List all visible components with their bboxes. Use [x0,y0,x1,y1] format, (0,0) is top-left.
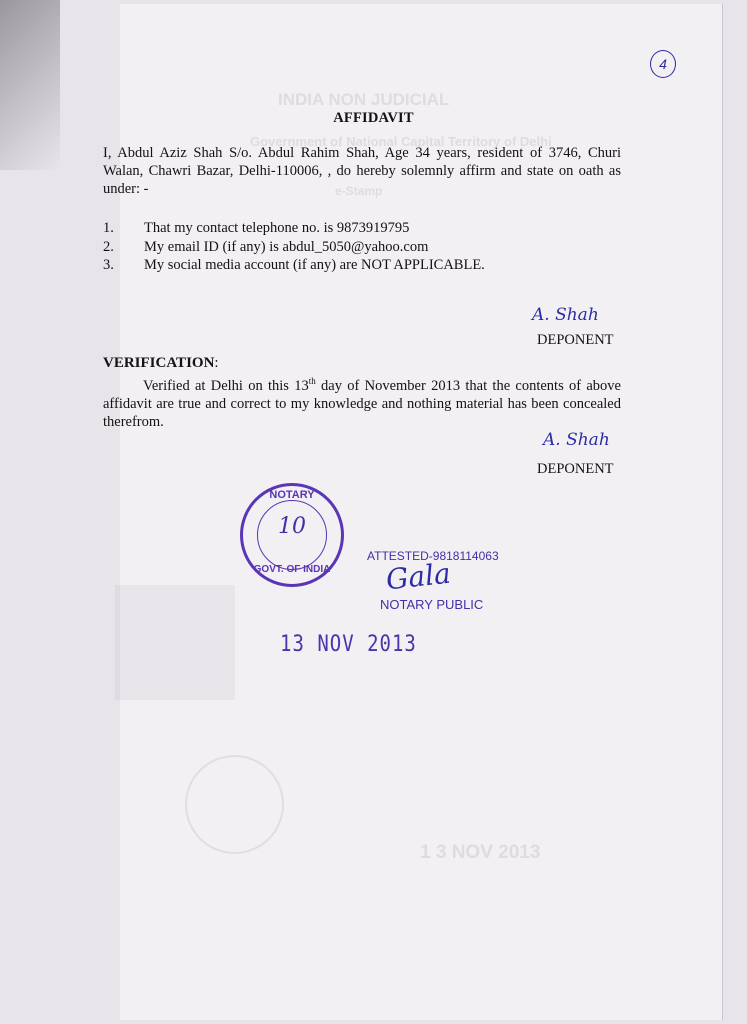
verification-heading-text: VERIFICATION [103,355,215,371]
watermark-seal-ghost [185,755,284,854]
page-title: AFFIDAVIT [333,110,414,126]
date-stamp: 13 NOV 2013 [280,631,417,657]
watermark-footer-date: 1 3 NOV 2013 [420,842,541,863]
list-item [103,256,633,275]
notary-seal-stamp [240,483,344,587]
verification-text-end: day of November 2013 that the contents of above affidavit are true and correct to my knowledge and nothing material has been concealed therefrom. [103,378,621,430]
list-item-text: That my contact telephone no. is 9873919795 [144,220,410,236]
list-item-number: 3. [103,257,114,273]
intro-paragraph: I, Abdul Aziz Shah S/o. Abdul Rahim Shah, Age 34 years, resident of 3746, Churi Walan, Chawri Bazar, Delhi-110006, , do hereby solemnly affirm and state on oath as under: - [103,145,621,197]
page-number-badge: 4 [650,50,676,78]
list-item-text: My email ID (if any) is abdul_5050@yahoo.com [144,238,429,255]
list-item [103,238,633,257]
notary-public-label: NOTARY PUBLIC [380,597,484,612]
verification-ordinal: th [308,376,316,387]
notary-seal-bottom-text: GOVT. OF INDIA [253,564,331,575]
deponent-signature-2: A. Shah [543,430,610,450]
attested-stamp-text: ATTESTED-9818114063 [367,549,499,563]
verification-paragraph [103,377,621,431]
deponent-signature-1: A. Shah [532,305,599,325]
verification-heading-colon: : [214,355,219,371]
watermark-subheader: Government of National Capital Territory of Delhi [250,134,552,149]
list-item-number: 2. [103,238,114,255]
verification-heading [103,355,219,372]
watermark-estamp: e-Stamp [335,184,383,198]
deponent-label-2: DEPONENT [537,461,614,477]
list-item-number: 1. [103,220,114,236]
watermark-header: INDIA NON JUDICIAL [278,90,450,109]
notary-signature: Gala [384,556,453,597]
verification-text-start: Verified at Delhi on this 13 [143,378,309,394]
list-item-text: My social media account (if any) are NOT APPLICABLE. [144,257,485,273]
notary-seal-reg-number: 10 [278,514,306,539]
notary-seal-top-text: NOTARY [269,489,315,501]
statement-list [103,219,633,275]
deponent-label-1: DEPONENT [537,332,614,348]
list-item [103,219,633,238]
watermark-photo-box [115,585,235,700]
